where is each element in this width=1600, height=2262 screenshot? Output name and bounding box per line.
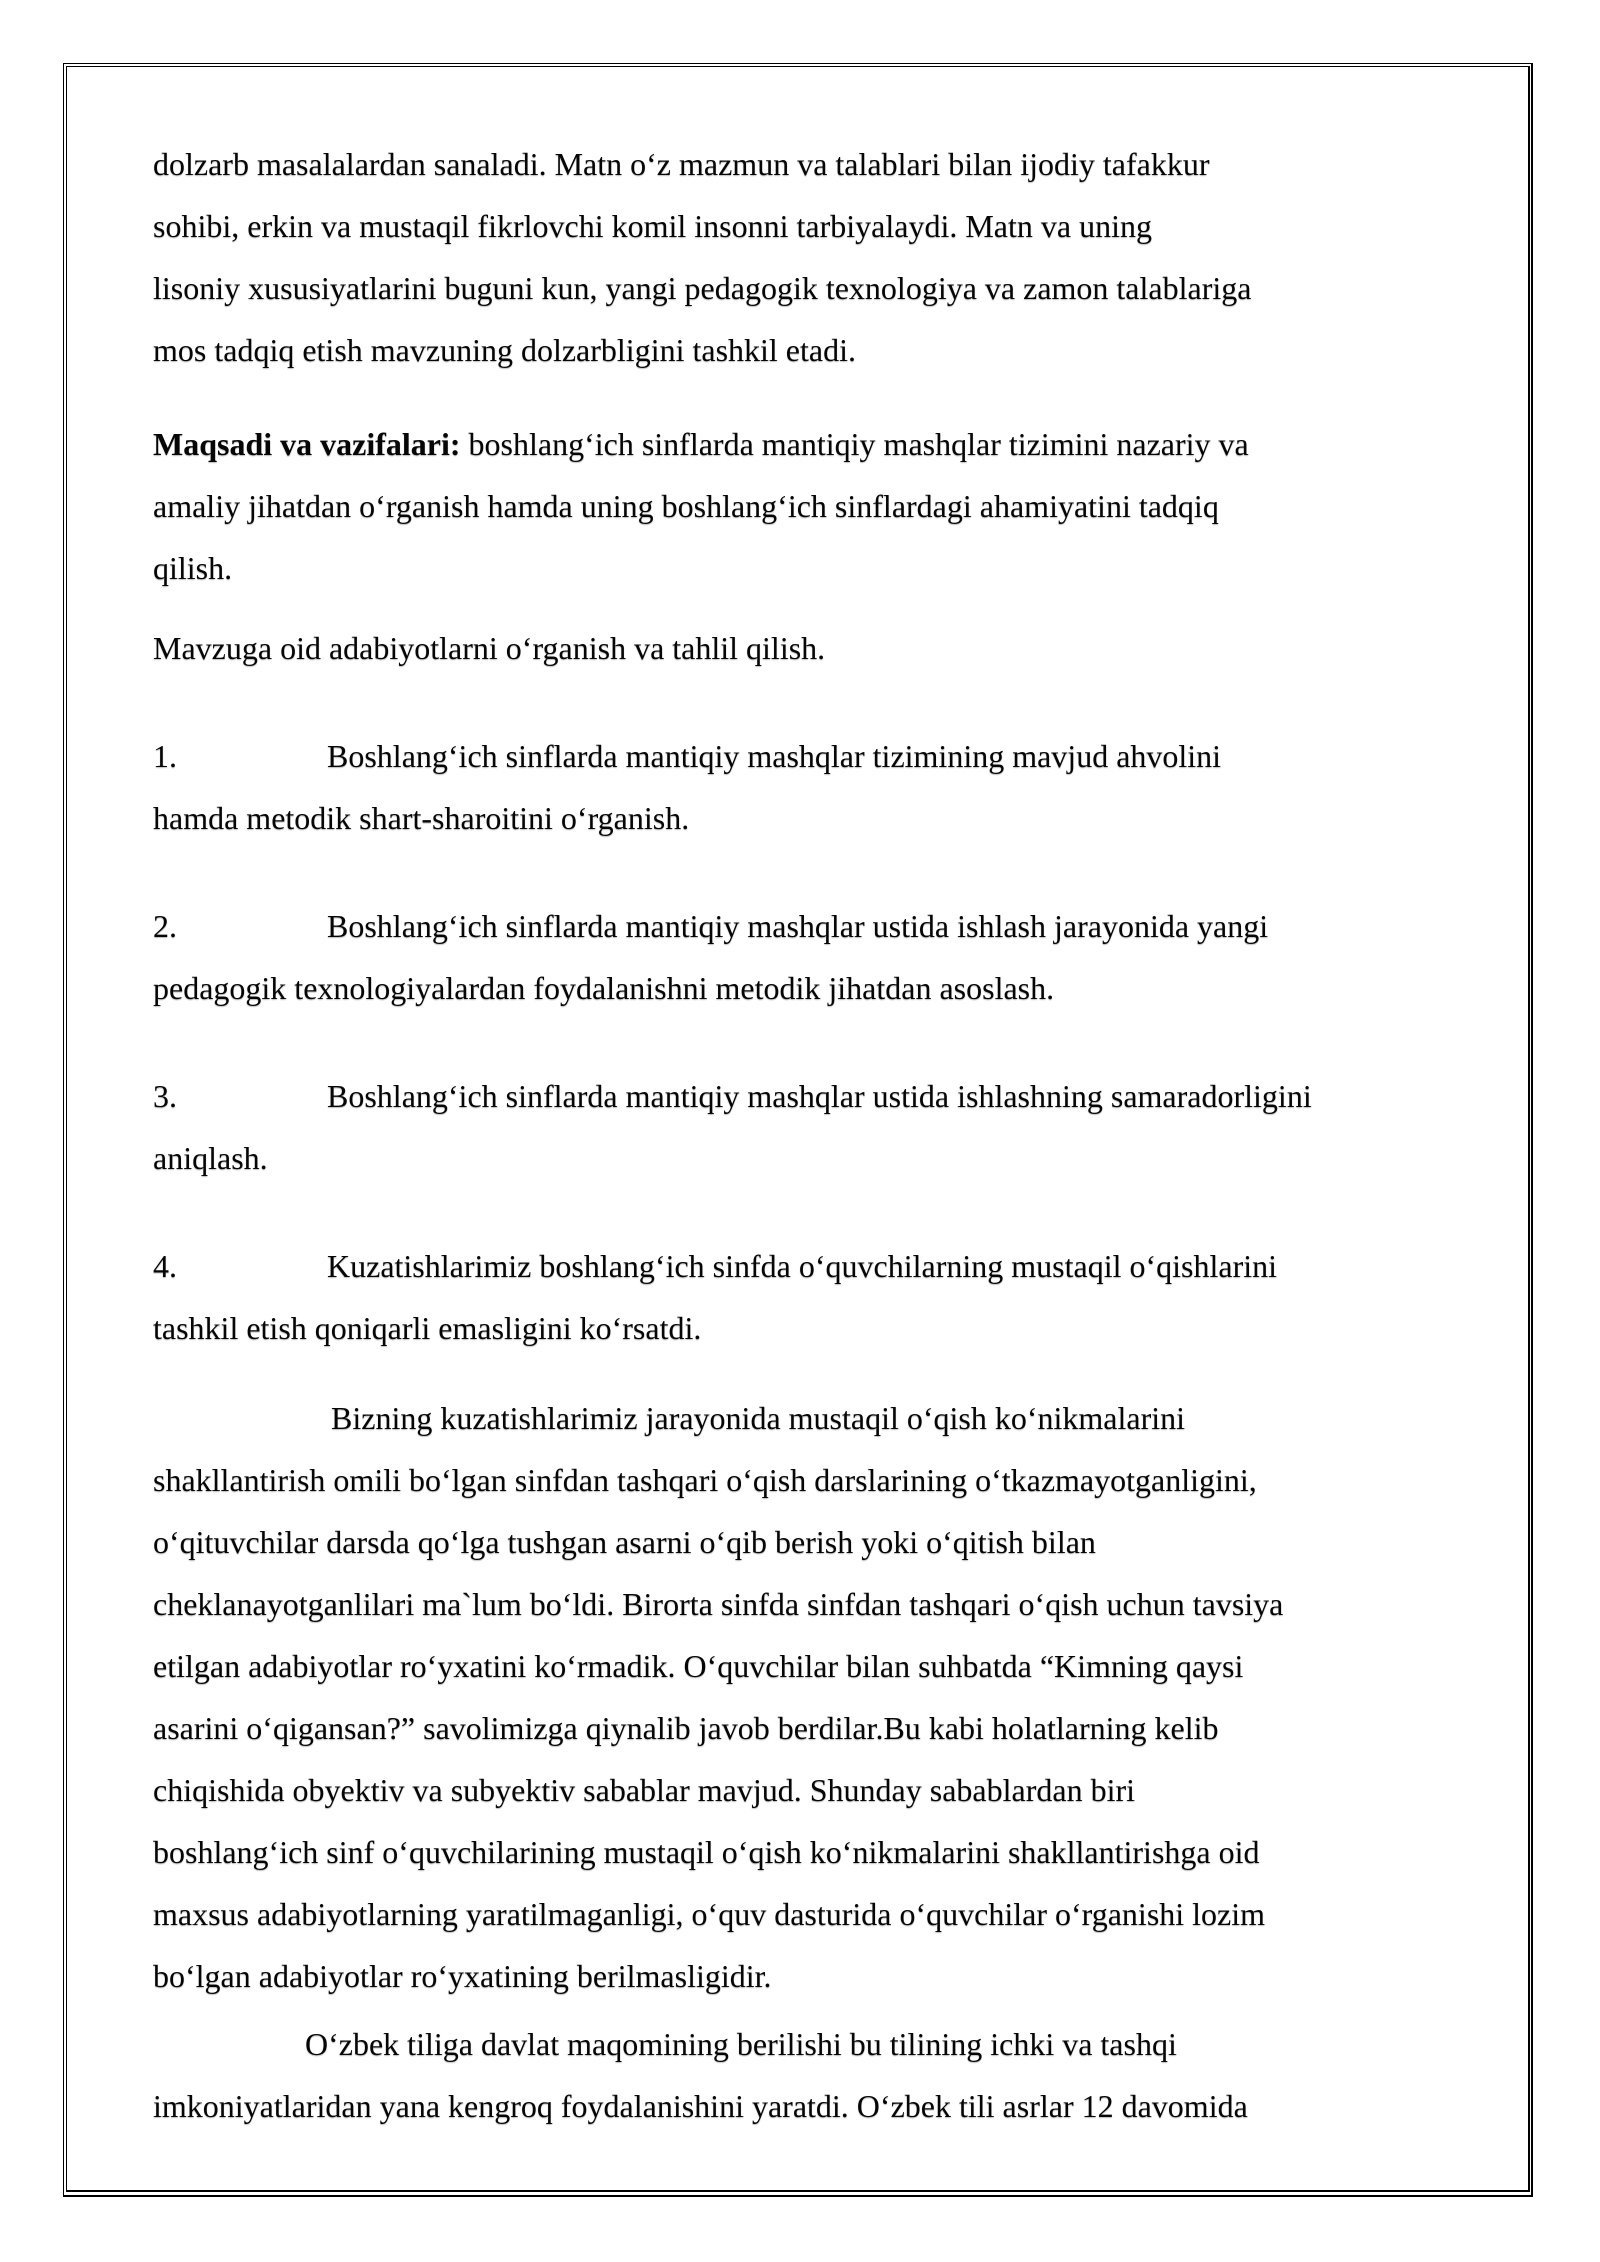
item-3-text: Boshlang‘ich sinflarda mantiqiy mashqlar ustida ishlashning samaradorligini [327,1078,1312,1114]
page-border-frame [63,63,1533,2197]
intro-line-3: lisoniy xususiyatlarini buguni kun, yangi pedagogik texnologiya va zamon talablariga [153,270,1252,306]
uzbek-first-line: O‘zbek tiliga davlat maqomining berilishi bu tilining ichki va tashqi [305,2026,1177,2062]
observation-line-7: chiqishida obyektiv va subyektiv sabablar mavjud. Shunday sabablardan biri [153,1772,1135,1808]
item-4-number: 4. [153,1248,177,1284]
intro-line-1: dolzarb masalalardan sanaladi. Matn o‘z mazmun va talablari bilan ijodiy tafakkur [153,146,1210,182]
list-item-4 [153,1235,1494,1359]
list-item-1 [153,725,1494,849]
intro-line-2: sohibi, erkin va mustaqil fikrlovchi komil insonni tarbiyalaydi. Matn va uning [153,208,1152,244]
observation-line-6: asarini o‘qigansan?” savolimizga qiynalib javob berdilar.Bu kabi holatlarning kelib [153,1710,1219,1746]
item-4-line-2: tashkil etish qoniqarli emasligini ko‘rsatdi. [153,1310,702,1346]
item-1-first-line [153,725,1494,787]
observation-line-9: maxsus adabiyotlarning yaratilmaganligi, o‘quv dasturida o‘quvchilar o‘rganishi lozim [153,1896,1266,1932]
list-item-2 [153,895,1494,1019]
paragraph-topic [153,617,1494,679]
intro-line-4: mos tadqiq etish mavzuning dolzarbligini tashkil etadi. [153,332,856,368]
aims-line-1 [153,413,1494,475]
observation-line-4: cheklanayotganlilari ma`lum bo‘ldi. Birorta sinfda sinfdan tashqari o‘qish uchun tavsiya [153,1586,1284,1622]
item-2-text: Boshlang‘ich sinflarda mantiqiy mashqlar ustida ishlash jarayonida yangi [327,908,1269,944]
page-content [153,133,1494,2150]
item-3-first-line [153,1065,1494,1127]
observation-line-8: boshlang‘ich sinf o‘quvchilarining mustaqil o‘qish ko‘nikmalarini shakllantirishga oid [153,1834,1260,1870]
observation-line-5: etilgan adabiyotlar ro‘yxatini ko‘rmadik. O‘quvchilar bilan suhbatda “Kimning qaysi [153,1648,1244,1684]
item-4-text: Kuzatishlarimiz boshlang‘ich sinfda o‘quvchilarning mustaqil o‘qishlarini [327,1248,1278,1284]
observation-line-3: o‘qituvchilar darsda qo‘lga tushgan asarni o‘qib berish yoki o‘qitish bilan [153,1524,1096,1560]
paragraph-uzbek-language [153,2013,1494,2137]
item-3-line-2: aniqlash. [153,1140,268,1176]
aims-line-2: amaliy jihatdan o‘rganish hamda uning boshlang‘ich sinflardagi ahamiyatini tadqiq [153,488,1219,524]
item-1-number: 1. [153,738,177,774]
aims-lead-rest: boshlang‘ich sinflarda mantiqiy mashqlar tizimini nazariy va [460,426,1249,462]
observation-line-2: shakllantirish omili bo‘lgan sinfdan tashqari o‘qish darslarining o‘tkazmayotganligini, [153,1462,1257,1498]
item-4-first-line [153,1235,1494,1297]
item-1-line-2: hamda metodik shart-sharoitini o‘rganish. [153,800,690,836]
item-2-first-line [153,895,1494,957]
topic-line: Mavzuga oid adabiyotlarni o‘rganish va tahlil qilish. [153,630,826,666]
observation-first-line: Bizning kuzatishlarimiz jarayonida mustaqil o‘qish ko‘nikmalarini [331,1400,1186,1436]
item-2-number: 2. [153,908,177,944]
item-2-line-2: pedagogik texnologiyalardan foydalanishni metodik jihatdan asoslash. [153,970,1055,1006]
paragraph-intro [153,133,1494,381]
aims-bold-lead: Maqsadi va vazifalari: [153,426,461,462]
item-1-text: Boshlang‘ich sinflarda mantiqiy mashqlar tizimining mavjud ahvolini [327,738,1222,774]
uzbek-line-2: imkoniyatlaridan yana kengroq foydalanishini yaratdi. O‘zbek tili asrlar 12 davomida [153,2088,1248,2124]
list-item-3 [153,1065,1494,1189]
paragraph-aims [153,413,1494,599]
paragraph-observation [153,1387,1494,2007]
observation-line-10: bo‘lgan adabiyotlar ro‘yxatining berilmasligidir. [153,1958,772,1994]
aims-line-3: qilish. [153,550,233,586]
item-3-number: 3. [153,1078,177,1114]
